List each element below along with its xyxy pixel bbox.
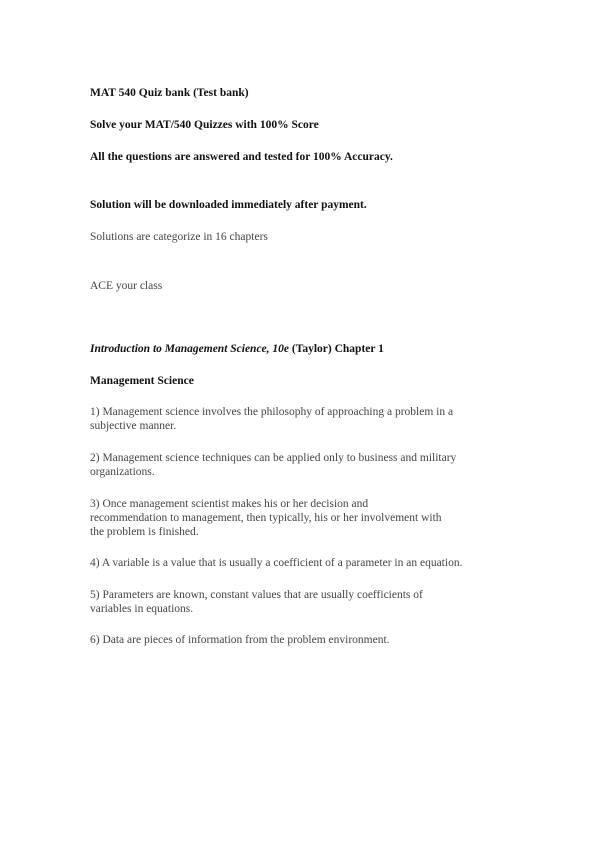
question-line: variables in equations. xyxy=(90,603,194,615)
question-item xyxy=(90,451,500,479)
question-line: 2) Management science techniques can be applied only to business and military xyxy=(90,452,457,464)
question-line: 6) Data are pieces of information from the problem environment. xyxy=(90,634,390,646)
question-item xyxy=(90,556,500,570)
book-chapter: (Taylor) Chapter 1 xyxy=(289,343,384,355)
download-note: Solution will be downloaded immediately after payment. xyxy=(90,199,367,211)
question-line: 1) Management science involves the philosophy of approaching a problem in a xyxy=(90,406,454,418)
score-claim: Solve your MAT/540 Quizzes with 100% Score xyxy=(90,119,319,131)
question-line: the problem is finished. xyxy=(90,526,199,538)
question-line: 5) Parameters are known, constant values that are usually coefficients of xyxy=(90,589,423,601)
question-item xyxy=(90,497,500,539)
book-title: Introduction to Management Science, 10e xyxy=(90,343,290,355)
chapters-note: Solutions are categorize in 16 chapters xyxy=(90,231,268,243)
question-line: organizations. xyxy=(90,466,155,478)
question-line: subjective manner. xyxy=(90,420,177,432)
question-item xyxy=(90,633,500,647)
question-line: 3) Once management scientist makes his or her decision and xyxy=(90,498,369,510)
question-item xyxy=(90,405,500,433)
question-line: recommendation to management, then typically, his or her involvement with xyxy=(90,512,442,524)
document-title: MAT 540 Quiz bank (Test bank) xyxy=(90,87,249,99)
ace-note: ACE your class xyxy=(90,280,163,292)
accuracy-claim: All the questions are answered and tested for 100% Accuracy. xyxy=(90,151,393,163)
section-heading: Management Science xyxy=(90,375,194,387)
question-item xyxy=(90,588,500,616)
book-heading xyxy=(90,343,384,355)
question-line: 4) A variable is a value that is usually a coefficient of a parameter in an equation. xyxy=(90,557,463,569)
